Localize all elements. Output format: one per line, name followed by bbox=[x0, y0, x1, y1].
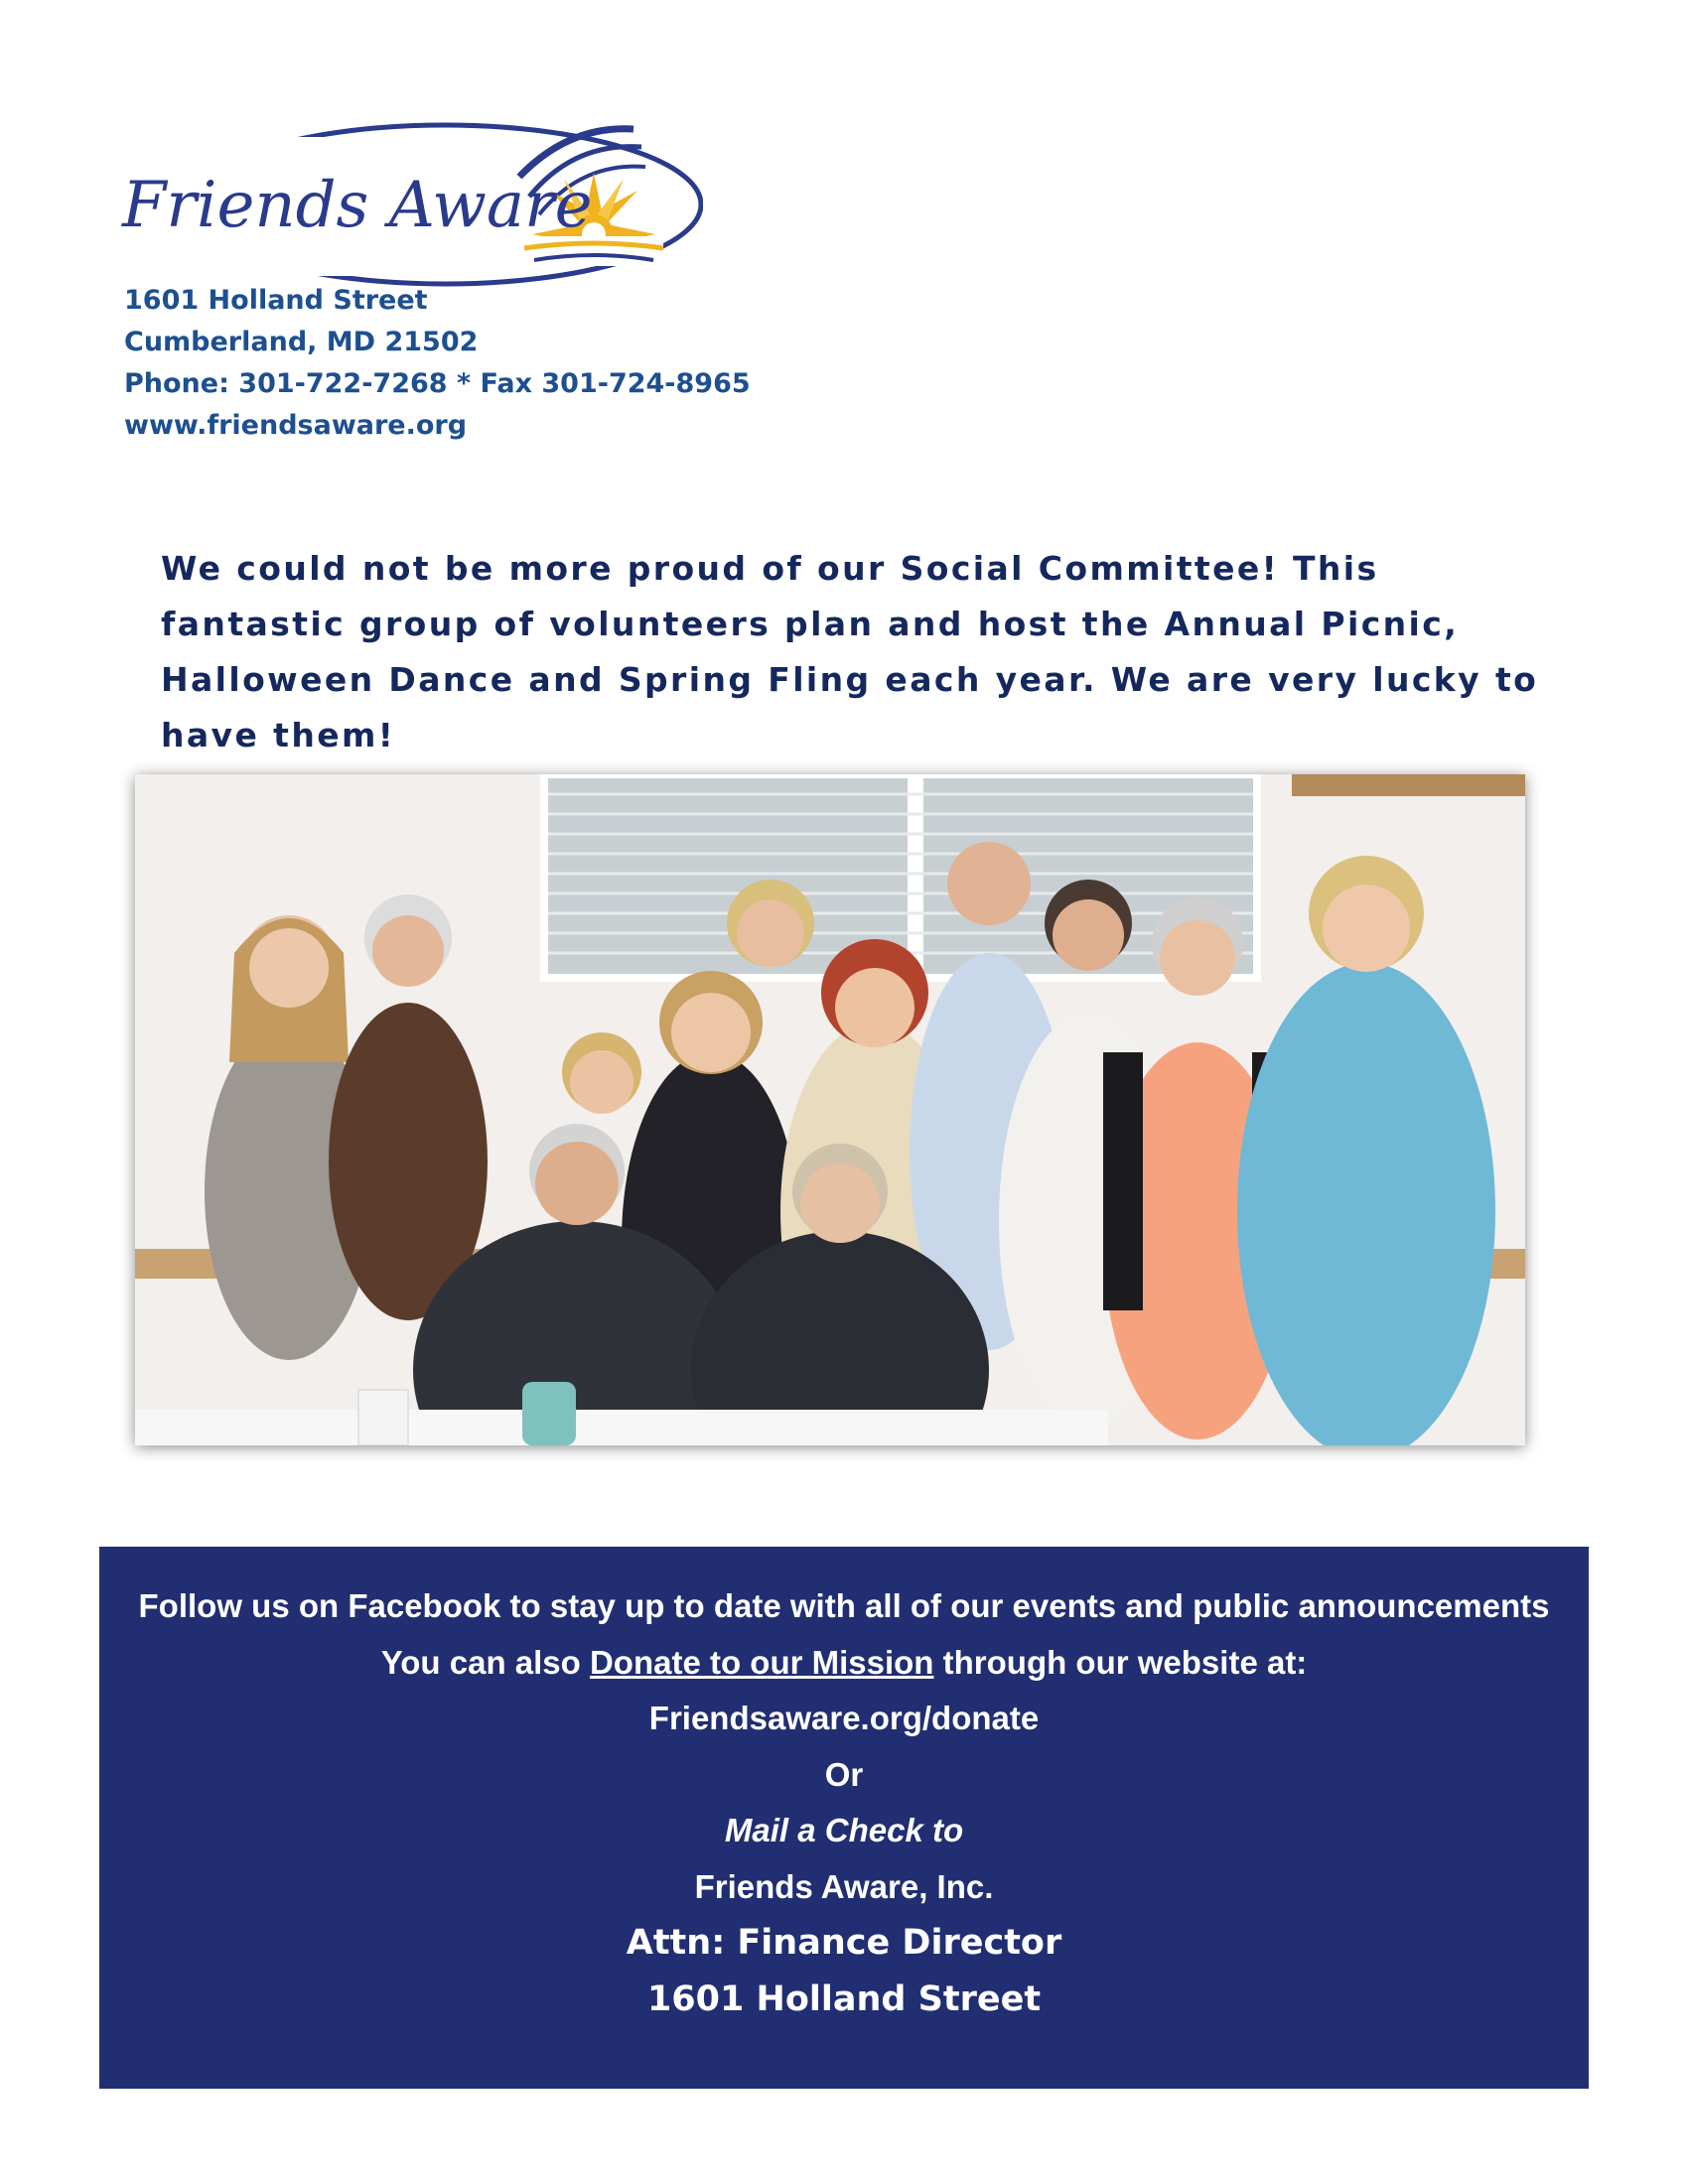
footer-panel bbox=[99, 1547, 1589, 2089]
tumbler bbox=[522, 1382, 576, 1445]
facebook-line: Follow us on Facebook to stay up to date with all of our events and public announcements bbox=[138, 1587, 1550, 1624]
attn-line: Attn: Finance Director bbox=[626, 1923, 1062, 1963]
contact-address bbox=[124, 280, 751, 447]
intro-paragraph: We could not be more proud of our Social Committee! This fantastic group of volunteers plan and host the Annual Picnic, Halloween Dance and Spring Fling each year. We are very lucky to have them! bbox=[161, 549, 1539, 754]
donate-suffix: through our website at: bbox=[933, 1643, 1308, 1681]
contact-phone: Phone: 301-722-7268 * Fax 301-724-8965 bbox=[124, 368, 751, 399]
donate-line bbox=[99, 1635, 1589, 1692]
contact-city: Cumberland, MD 21502 bbox=[124, 327, 479, 357]
logo-text: Friends Aware bbox=[122, 169, 593, 242]
donate-prefix: You can also bbox=[380, 1643, 590, 1681]
group-photo bbox=[135, 774, 1525, 1445]
donate-url[interactable]: Friendsaware.org/donate bbox=[648, 1700, 1040, 1736]
or-line: Or bbox=[824, 1755, 864, 1793]
contact-street: 1601 Holland Street bbox=[124, 285, 428, 316]
org-name: Friends Aware, Inc. bbox=[694, 1867, 994, 1905]
friends-aware-logo bbox=[117, 117, 703, 296]
donate-link[interactable]: Donate to our Mission bbox=[589, 1643, 934, 1681]
footer-street: 1601 Holland Street bbox=[646, 1979, 1042, 2019]
mail-line: Mail a Check to bbox=[724, 1812, 964, 1848]
contact-website[interactable]: www.friendsaware.org bbox=[124, 410, 468, 441]
